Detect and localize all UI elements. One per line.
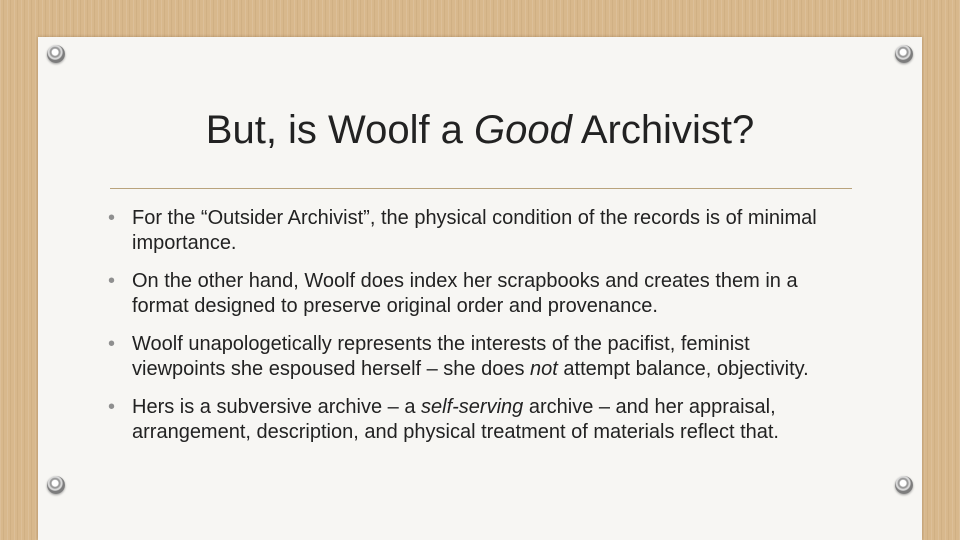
bullet-text-before: Hers is a subversive archive – a [132,396,422,418]
pin-bottom-right-icon [895,476,913,494]
bullet-text: On the other hand, Woolf does index her scrapbooks and creates them in a format designed to preserve original order and provenance. [132,270,798,317]
bullet-list [108,206,848,458]
bullet-emphasis: self-serving [421,396,524,418]
bullet-emphasis: not [530,358,558,380]
bullet-dot-icon: • [108,270,116,292]
bullet-item [108,395,848,445]
bullet-text: For the “Outsider Archivist”, the physical condition of the records is of minimal importance. [132,207,817,254]
bullet-dot-icon: • [108,333,116,355]
slide-title [110,104,850,156]
bullet-text-before: Woolf unapologetically represents the interests of the pacifist, feminist viewpoints she espoused herself – she does [132,333,750,380]
bullet-text-after: archive – and her appraisal, arrangement, description, and physical treatment of materials reflect that. [132,396,779,443]
pin-top-right-icon [895,45,913,63]
pin-top-left-icon [47,45,65,63]
title-italic: Good [474,108,572,152]
bullet-dot-icon: • [108,207,116,229]
bullet-item [108,206,848,256]
pin-bottom-left-icon [47,476,65,494]
title-divider [110,188,852,189]
bullet-item [108,269,848,319]
title-before: But, is Woolf a [205,108,475,152]
title-after: Archivist? [571,108,755,152]
bullet-text-after: attempt balance, objectivity. [557,358,809,380]
bullet-item [108,332,848,382]
bullet-dot-icon: • [108,396,116,418]
